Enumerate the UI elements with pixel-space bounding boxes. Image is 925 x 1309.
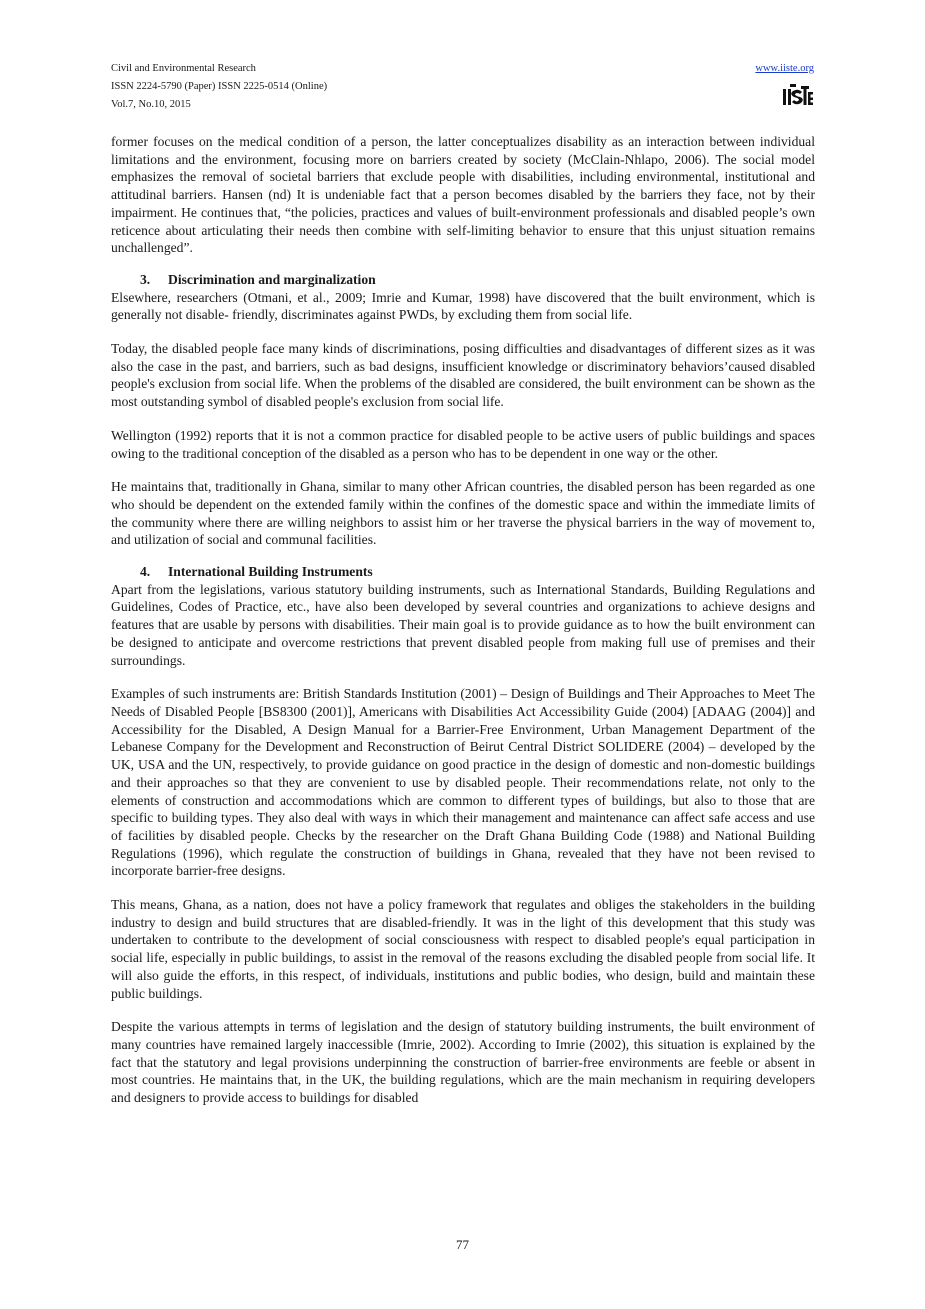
paragraph: He maintains that, traditionally in Ghana, similar to many other African countries, the disabled person has been regarded as one who should be dependent on the extended family within the confines of the domestic space and within the immediate limits of the community where there are willing neighbors to assist him or her traverse the physical barriers in the way of movement to, and utilization of social and communal facilities. bbox=[111, 479, 815, 548]
iiste-logo-icon bbox=[782, 83, 814, 109]
paragraph: Wellington (1992) reports that it is not a common practice for disabled people to be active users of public buildings and spaces owing to the traditional conception of the disabled as a person who has to be dependent in one way or the other. bbox=[111, 427, 815, 461]
section-heading-3 bbox=[111, 271, 815, 289]
article-body bbox=[111, 133, 815, 1123]
page-header bbox=[111, 60, 814, 114]
section-number: 4. bbox=[140, 564, 151, 580]
issn-line: ISSN 2224-5790 (Paper) ISSN 2225-0514 (Online) bbox=[111, 81, 328, 92]
section-heading-4 bbox=[111, 563, 815, 581]
page-number: 77 bbox=[456, 1237, 469, 1252]
journal-title: Civil and Environmental Research bbox=[111, 63, 256, 74]
paragraph: Apart from the legislations, various statutory building instruments, such as International Standards, Building Regulations and Guidelines, Codes of Practice, etc., have also been developed by several countries and organizations to achieve designs and features that are usable by persons with disabilities. Their main goal is to provide guidance as to how the built environment can be designed to anticipate and overcome restrictions that prevent disabled people from making full use of premises and their surroundings. bbox=[111, 581, 815, 668]
paragraph: Today, the disabled people face many kinds of discriminations, posing difficulties and disadvantages of different sizes as it was also the case in the past, and barriers, such as bad designs, insufficient knowledge or discriminatory behaviors’caused disabled people's exclusion from social life. When the problems of the disabled are considered, the built environment can be shown as the most outstanding symbol of disabled people's exclusion from social life. bbox=[111, 341, 815, 410]
paragraph: This means, Ghana, as a nation, does not have a policy framework that regulates and obliges the stakeholders in the building industry to design and build structures that are disabled-friendly. It was in the light of this development that this study was undertaken to contribute to the development of social consciousness with respect to disabled people's equal participation in social life, especially in public buildings, to assist in the removal of the reasons excluding the disabled people from social life. It will also guide the efforts, in this respect, of individuals, institutions and public bodies, who design, build and maintain these public buildings. bbox=[111, 897, 815, 1001]
section-title: Discrimination and marginalization bbox=[168, 271, 376, 287]
section-number: 3. bbox=[140, 271, 151, 287]
journal-url-link[interactable]: www.iiste.org bbox=[755, 63, 814, 74]
paragraph: former focuses on the medical condition of a person, the latter conceptualizes disability as an interaction between individual limitations and the environment, focusing more on barriers created by society (McClain-Nhlapo, 2006). The social model emphasizes the removal of societal barriers that exclude people with disabilities, including environmental, institutional and attitudinal barriers. Hansen (nd) It is undeniable fact that a person becomes disabled by the barriers they face, not by their impairment. He continues that, “the policies, practices and values of built-environment professionals and disabled people’s own reticence about articulating their needs then combine with self-limiting behavior to ensure that this unjust situation remains unchallenged”. bbox=[111, 134, 815, 256]
paragraph: Examples of such instruments are: British Standards Institution (2001) – Design of Buildings and Their Approaches to Meet The Needs of Disabled People [BS8300 (2001)], Americans with Disabilities Act Accessibility Guide (2004) [ADAAG (2004)] and Accessibility for the Disabled, A Design Manual for a Barrier-Free Environment, Urban Management Department of the Lebanese Company for the Development and Reconstruction of Beirut Central District SOLIDERE (2004) – developed by the UK, USA and the UN, respectively, to provide guidance on good practice in the design of domestic and non-domestic buildings and their approaches so that they are convenient to use by disabled people. Their recommendations relate, not only to the elements of construction and accommodations which are common to different types of buildings, but also to those that are specific to building types. They also deal with ways in which their management and maintenance can affect safe access and use of facilities by disabled people. Checks by the researcher on the Draft Ghana Building Code (1988) and National Building Regulations (1996), which regulate the construction of buildings in Ghana, revealed that they have not been revised to incorporate barrier-free designs. bbox=[111, 686, 815, 879]
volume-line: Vol.7, No.10, 2015 bbox=[111, 99, 191, 110]
paragraph: Elsewhere, researchers (Otmani, et al., 2009; Imrie and Kumar, 1998) have discovered that the built environment, which is generally not disable- friendly, discriminates against PWDs, by excluding them from social life. bbox=[111, 289, 815, 323]
section-title: International Building Instruments bbox=[168, 564, 373, 580]
paragraph: Despite the various attempts in terms of legislation and the design of statutory building instruments, the built environment of many countries have remained largely inaccessible (Imrie, 2002). According to Imrie (2002), this situation is explained by the fact that the statutory and legal provisions underpinning the construction of barrier-free environments are feeble or absent in most countries. He maintains that, in the UK, the building regulations, which are the main mechanism in requiring developers and designers to provide access to buildings for disabled bbox=[111, 1019, 815, 1106]
